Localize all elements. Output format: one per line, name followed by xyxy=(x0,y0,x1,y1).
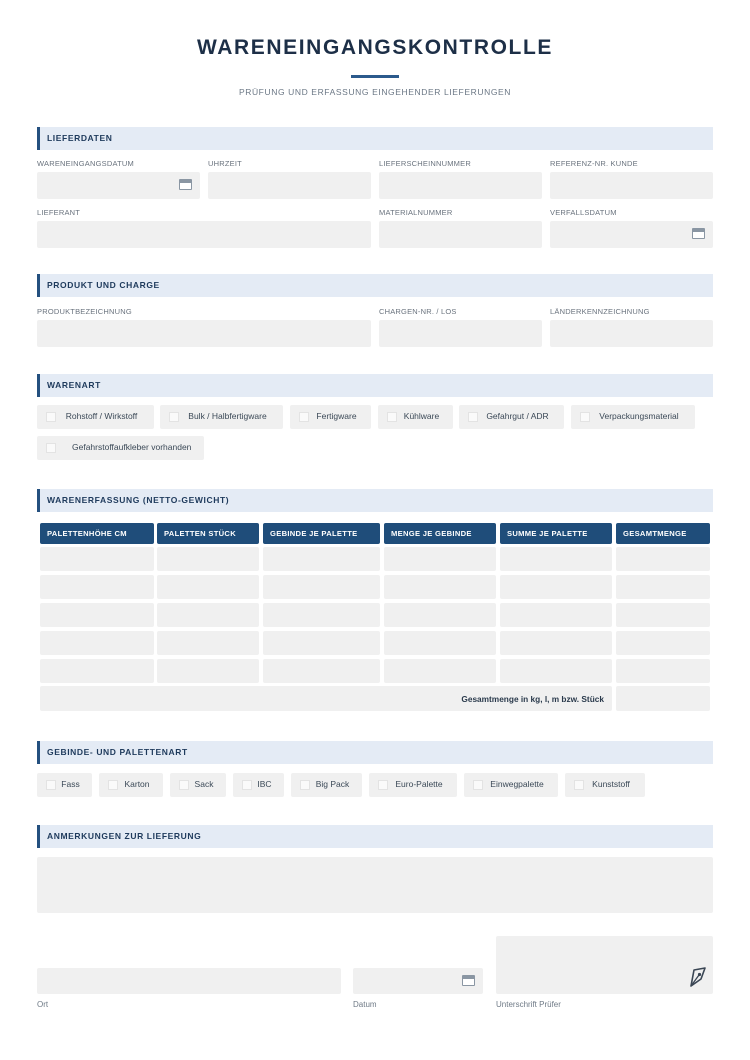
checkbox-label: Gefahrstoffaufkleber vorhanden xyxy=(72,442,192,452)
checkbox-label: Rohstoff / Wirkstoff xyxy=(65,411,138,421)
calendar-icon[interactable] xyxy=(692,228,705,239)
label-lieferant: LIEFERANT xyxy=(37,208,81,217)
section-title: WARENART xyxy=(47,380,101,390)
label-laenderkennzeichnung: LÄNDERKENNZEICHNUNG xyxy=(550,307,650,316)
verfallsdatum-field[interactable] xyxy=(550,221,713,248)
section-produkt xyxy=(37,274,713,297)
label-verfallsdatum: VERFALLSDATUM xyxy=(550,208,617,217)
materialnummer-field[interactable] xyxy=(379,221,542,248)
table-cell[interactable] xyxy=(40,547,154,571)
checkbox-label: Verpackungsmaterial xyxy=(599,411,679,421)
total-row xyxy=(40,686,612,711)
checkbox-label: Einwegpalette xyxy=(490,779,544,789)
label-materialnummer: MATERIALNUMMER xyxy=(379,208,453,217)
checkbox-label: Kühlware xyxy=(403,411,440,421)
section-lieferdaten xyxy=(37,127,713,150)
checkbox-karton[interactable] xyxy=(99,773,163,797)
checkbox-fass[interactable] xyxy=(37,773,92,797)
table-cell[interactable] xyxy=(500,575,612,599)
column-header-paletten-stueck: PALETTEN STÜCK xyxy=(157,523,259,544)
datum-field[interactable] xyxy=(353,968,483,994)
checkbox-fertigware[interactable] xyxy=(290,405,371,429)
checkbox-label: Euro-Palette xyxy=(395,779,443,789)
ort-field[interactable] xyxy=(37,968,341,994)
section-title: LIEFERDATEN xyxy=(47,133,113,143)
checkbox-bulk[interactable] xyxy=(160,405,283,429)
calendar-icon[interactable] xyxy=(462,975,475,986)
section-warenerfassung xyxy=(37,489,713,512)
table-cell[interactable] xyxy=(157,575,259,599)
column-header-menge-je-gebinde: MENGE JE GEBINDE xyxy=(384,523,496,544)
produktbezeichnung-field[interactable] xyxy=(37,320,371,347)
table-cell[interactable] xyxy=(616,575,710,599)
pen-icon xyxy=(689,966,707,988)
section-warenart xyxy=(37,374,713,397)
table-cell[interactable] xyxy=(500,547,612,571)
table-cell[interactable] xyxy=(157,603,259,627)
column-header-gesamtmenge: GESAMTMENGE xyxy=(616,523,710,544)
label-datum: Datum xyxy=(353,1000,377,1009)
table-cell[interactable] xyxy=(40,631,154,655)
table-cell[interactable] xyxy=(263,575,380,599)
label-ort: Ort xyxy=(37,1000,49,1009)
label-uhrzeit: UHRZEIT xyxy=(208,159,242,168)
table-cell[interactable] xyxy=(384,631,496,655)
table-cell[interactable] xyxy=(616,603,710,627)
checkbox-label: Kunststoff xyxy=(592,779,630,789)
table-cell[interactable] xyxy=(616,631,710,655)
checkbox-label: Fertigware xyxy=(316,411,357,421)
section-title: WARENERFASSUNG (NETTO-GEWICHT) xyxy=(47,495,230,505)
table-cell[interactable] xyxy=(384,575,496,599)
table-cell[interactable] xyxy=(263,659,380,683)
label-produktbezeichnung: PRODUKTBEZEICHNUNG xyxy=(37,307,132,316)
wareneingangsdatum-field[interactable] xyxy=(37,172,200,199)
page-subtitle: PRÜFUNG UND ERFASSUNG EINGEHENDER LIEFERUNGEN xyxy=(238,87,512,97)
label-chargen: CHARGEN-NR. / LOS xyxy=(379,307,457,316)
section-title: GEBINDE- UND PALETTENART xyxy=(47,747,188,757)
table-cell[interactable] xyxy=(40,659,154,683)
total-value-field[interactable] xyxy=(616,686,710,711)
checkbox-label: Big Pack xyxy=(315,779,350,789)
table-cell[interactable] xyxy=(263,603,380,627)
table-cell[interactable] xyxy=(616,659,710,683)
table-cell[interactable] xyxy=(384,603,496,627)
checkbox-label: Fass xyxy=(61,779,80,789)
table-cell[interactable] xyxy=(500,603,612,627)
table-cell[interactable] xyxy=(157,659,259,683)
table-cell[interactable] xyxy=(40,575,154,599)
checkbox-label: Sack xyxy=(194,779,214,789)
column-header-palettenhoehe: PALETTENHÖHE CM xyxy=(40,523,154,544)
table-cell[interactable] xyxy=(263,631,380,655)
label-unterschrift: Unterschrift Prüfer xyxy=(496,1000,561,1009)
checkbox-sack[interactable] xyxy=(170,773,226,797)
checkbox-label: IBC xyxy=(257,779,272,789)
laenderkennzeichnung-field[interactable] xyxy=(550,320,713,347)
section-title: ANMERKUNGEN ZUR LIEFERUNG xyxy=(47,831,202,841)
checkbox-kuehlware[interactable] xyxy=(378,405,453,429)
table-cell[interactable] xyxy=(500,631,612,655)
label-wareneingangsdatum: WARENEINGANGSDATUM xyxy=(37,159,134,168)
section-title: PRODUKT UND CHARGE xyxy=(47,280,160,290)
column-header-summe-je-palette: SUMME JE PALETTE xyxy=(500,523,612,544)
checkbox-big-pack[interactable] xyxy=(291,773,362,797)
title-underline xyxy=(351,75,399,78)
table-cell[interactable] xyxy=(263,547,380,571)
table-cell[interactable] xyxy=(157,631,259,655)
table-cell[interactable] xyxy=(500,659,612,683)
lieferant-field[interactable] xyxy=(37,221,371,248)
anmerkungen-textarea[interactable] xyxy=(37,857,713,913)
checkbox-label: Bulk / Halbfertigware xyxy=(188,411,267,421)
checkbox-label: Karton xyxy=(124,779,150,789)
checkbox-ibc[interactable] xyxy=(233,773,284,797)
page-title: WARENEINGANGSKONTROLLE xyxy=(196,36,554,59)
table-cell[interactable] xyxy=(384,547,496,571)
chargen-field[interactable] xyxy=(379,320,542,347)
checkbox-gefahrstoffaufkleber[interactable] xyxy=(37,436,204,460)
table-cell[interactable] xyxy=(384,659,496,683)
section-gebinde xyxy=(37,741,713,764)
checkbox-einwegpalette[interactable] xyxy=(464,773,558,797)
table-cell[interactable] xyxy=(40,603,154,627)
label-lieferscheinnummer: LIEFERSCHEINNUMMER xyxy=(379,159,471,168)
checkbox-verpackungsmaterial[interactable] xyxy=(571,405,695,429)
referenz-field[interactable] xyxy=(550,172,713,199)
checkbox-euro-palette[interactable] xyxy=(369,773,457,797)
checkbox-gefahrgut[interactable] xyxy=(459,405,564,429)
lieferscheinnummer-field[interactable] xyxy=(379,172,542,199)
calendar-icon[interactable] xyxy=(179,179,192,190)
checkbox-label: Gefahrgut / ADR xyxy=(486,411,549,421)
label-referenz: REFERENZ-NR. KUNDE xyxy=(550,159,638,168)
checkbox-rohstoff[interactable] xyxy=(37,405,154,429)
total-label: Gesamtmenge in kg, l, m bzw. Stück xyxy=(461,694,604,704)
signature-field[interactable] xyxy=(496,936,713,994)
column-header-gebinde-je-palette: GEBINDE JE PALETTE xyxy=(263,523,380,544)
table-cell[interactable] xyxy=(616,547,710,571)
table-cell[interactable] xyxy=(157,547,259,571)
checkbox-kunststoff[interactable] xyxy=(565,773,645,797)
section-anmerkungen xyxy=(37,825,713,848)
uhrzeit-field[interactable] xyxy=(208,172,371,199)
